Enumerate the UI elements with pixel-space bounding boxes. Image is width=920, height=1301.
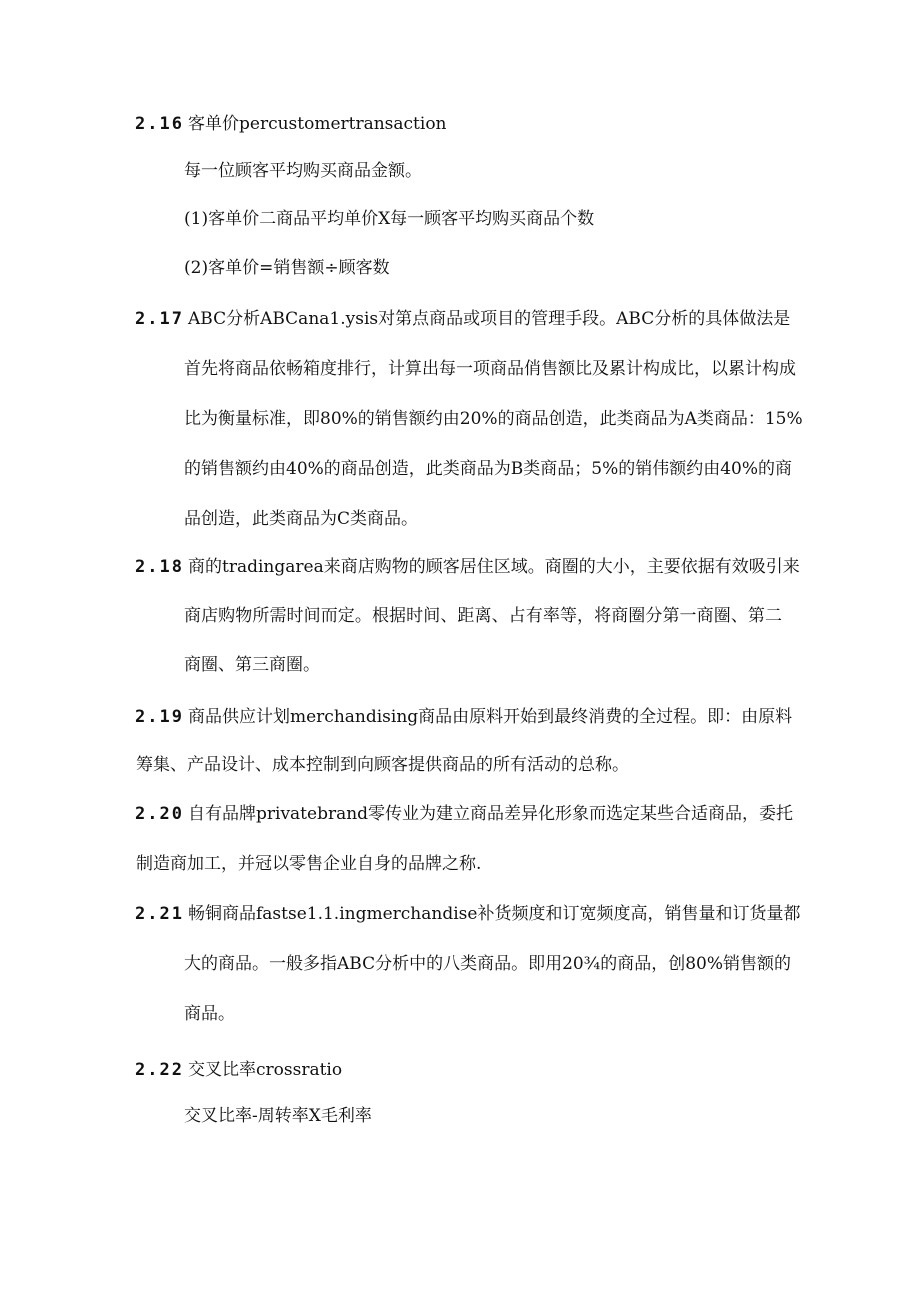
document-page: 2.16 客单价percustomertransaction 每一位顾客平均购买商品金额。 (1)客单价二商品平均单价X每一顾客平均购买商品个数 (2)客单价=销售额÷顾客数 2.17 ABC分析ABCana1.ysis对第点商品或项目的管理手段。ABC分析的具体做法是 首先将商品依畅箱度排行，计算出每一项商品俏售额比及累计构成比，以累计构成 比为衡量标准，即80%的销售额约由20%的商品创造，此类商品为A类商品：15% 的销售额约由40%的商品创造，此类商品为B类商品；5%的销伟额约由40%的商 品创造，此类商品为C类商品。 2.18 商的tradingarea来商店购物的顾客居住区域。商圈的大小，主要依据有效吸引来 商店购物所需时间而定。根据时间、距离、占有率等，将商圈分第一商圈、第二 商圈、第三商圈。 2.19 商品供应计划merchandising商品由原料开始到最终消费的全过程。即：由原料 筹集、产品设计、成本控制到向顾客提供商品的所有活动的总称。 2.20 自有品牌privatebrand零传业为建立商品差异化形象而选定某些合适商品，委托 制造商加工，并冠以零售企业自身的品牌之称. 2.21 畅铜商品fastse1.1.ingmerchandise补货频度和订宽频度高，销售量和订货量都 大的商品。一般多指ABC分析中的八类商品。即用20¾的商品，创80%销售额的 商品。 2.22 交叉比率crossratio 交叉比率-周转率X毛利率 — [135, 114, 803, 1126]
section-number: 2.19 — [135, 707, 184, 727]
section-title: 商的tradingarea来商店购物的顾客居住区域。商圈的大小，主要依据有效吸引来 — [188, 557, 800, 577]
section-number: 2.22 — [135, 1060, 184, 1080]
section-number: 2.20 — [135, 804, 184, 824]
section-title: 商品供应计划merchandising商品由原料开始到最终消费的全过程。即：由原料 — [188, 707, 793, 727]
section-number: 2.17 — [135, 309, 184, 329]
section-number: 2.16 — [135, 114, 184, 134]
section-title: 自有品牌privatebrand零传业为建立商品差异化形象而选定某些合适商品，委托 — [188, 804, 794, 824]
section-number: 2.21 — [135, 904, 184, 924]
section-title: 客单价percustomertransaction — [188, 114, 447, 134]
section-number: 2.18 — [135, 557, 184, 577]
section-title: 交叉比率crossratio — [188, 1060, 343, 1080]
section-title: ABC分析ABCana1.ysis对第点商品或项目的管理手段。ABC分析的具体做法是 — [188, 309, 791, 329]
section-title: 畅铜商品fastse1.1.ingmerchandise补货频度和订宽频度高，销售量和订货量都 — [188, 904, 801, 924]
